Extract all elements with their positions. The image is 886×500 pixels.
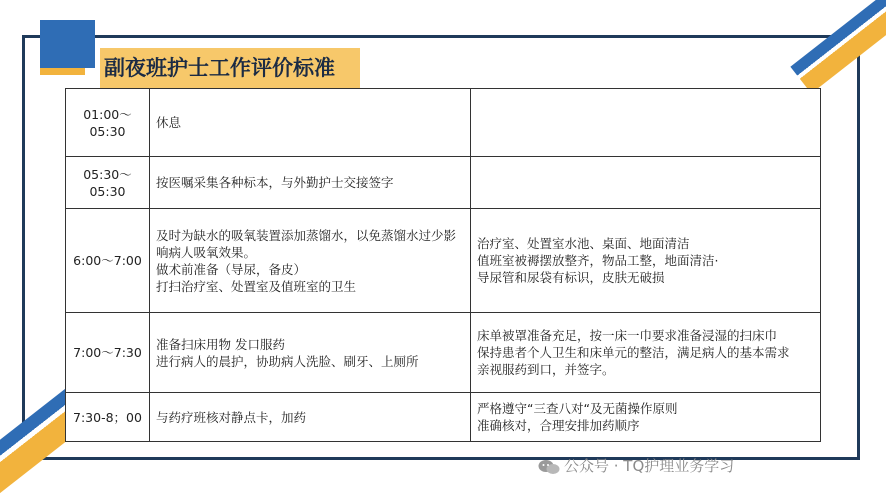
table-row xyxy=(66,157,821,209)
time-cell: 7:00～7:30 xyxy=(66,313,150,393)
standard-line: 保持患者个人卫生和床单元的整洁，满足病人的基本需求 xyxy=(477,345,790,360)
time-cell: 7:30-8；00 xyxy=(66,393,150,442)
standard-line: 床单被罩准备充足，按一床一巾要求准备浸湿的扫床巾 xyxy=(477,328,778,343)
standard-line: 治疗室、处置室水池、桌面、地面清洁 xyxy=(477,236,690,251)
standard-line: 值班室被褥摆放整齐，物品工整，地面清洁· xyxy=(477,253,719,268)
table-row xyxy=(66,393,821,442)
task-line: 及时为缺水的吸氧装置添加蒸馏水，以免蒸馏水过少影响病人吸氧效果。 xyxy=(156,227,457,260)
task-cell xyxy=(150,157,471,209)
task-line: 休息 xyxy=(156,115,182,130)
watermark-text: 公众号 · TQ护理业务学习 xyxy=(564,457,735,475)
task-line: 进行病人的晨护，协助病人洗脸、刷牙、上厕所 xyxy=(156,353,419,369)
time-cell: 01:00～05:30 xyxy=(66,89,150,157)
table-row xyxy=(66,209,821,313)
task-cell xyxy=(150,209,471,313)
task-cell xyxy=(150,393,471,442)
time-cell: 05:30～05:30 xyxy=(66,157,150,209)
standard-cell xyxy=(471,89,821,157)
task-cell xyxy=(150,89,471,157)
standard-cell xyxy=(471,313,821,393)
task-line: 做术前准备（导尿，备皮） xyxy=(156,261,307,277)
table-row xyxy=(66,313,821,393)
decorative-square-blue xyxy=(40,20,95,68)
wechat-icon xyxy=(538,459,560,475)
standard-line: 亲视服药到口，并签字。 xyxy=(477,362,615,377)
task-line: 与药疗班核对静点卡，加药 xyxy=(156,409,307,425)
table-row xyxy=(66,89,821,157)
standard-cell xyxy=(471,209,821,313)
standard-line: 准确核对，合理安排加药顺序 xyxy=(477,418,640,433)
task-line: 打扫治疗室、处置室及值班室的卫生 xyxy=(156,278,357,294)
standard-line: 导尿管和尿袋有标识，皮肤无破损 xyxy=(477,270,665,285)
watermark xyxy=(538,455,734,476)
standard-cell xyxy=(471,393,821,442)
task-line: 按医嘱采集各种标本，与外勤护士交接签字 xyxy=(156,175,394,190)
task-line: 准备扫床用物 发口服药 xyxy=(156,336,285,352)
standard-line: 严格遵守“三查八对“及无菌操作原则 xyxy=(477,401,678,416)
evaluation-table xyxy=(65,88,821,442)
standard-cell xyxy=(471,157,821,209)
time-cell: 6:00～7:00 xyxy=(66,209,150,313)
page-title: 副夜班护士工作评价标准 xyxy=(104,56,335,80)
task-cell xyxy=(150,313,471,393)
